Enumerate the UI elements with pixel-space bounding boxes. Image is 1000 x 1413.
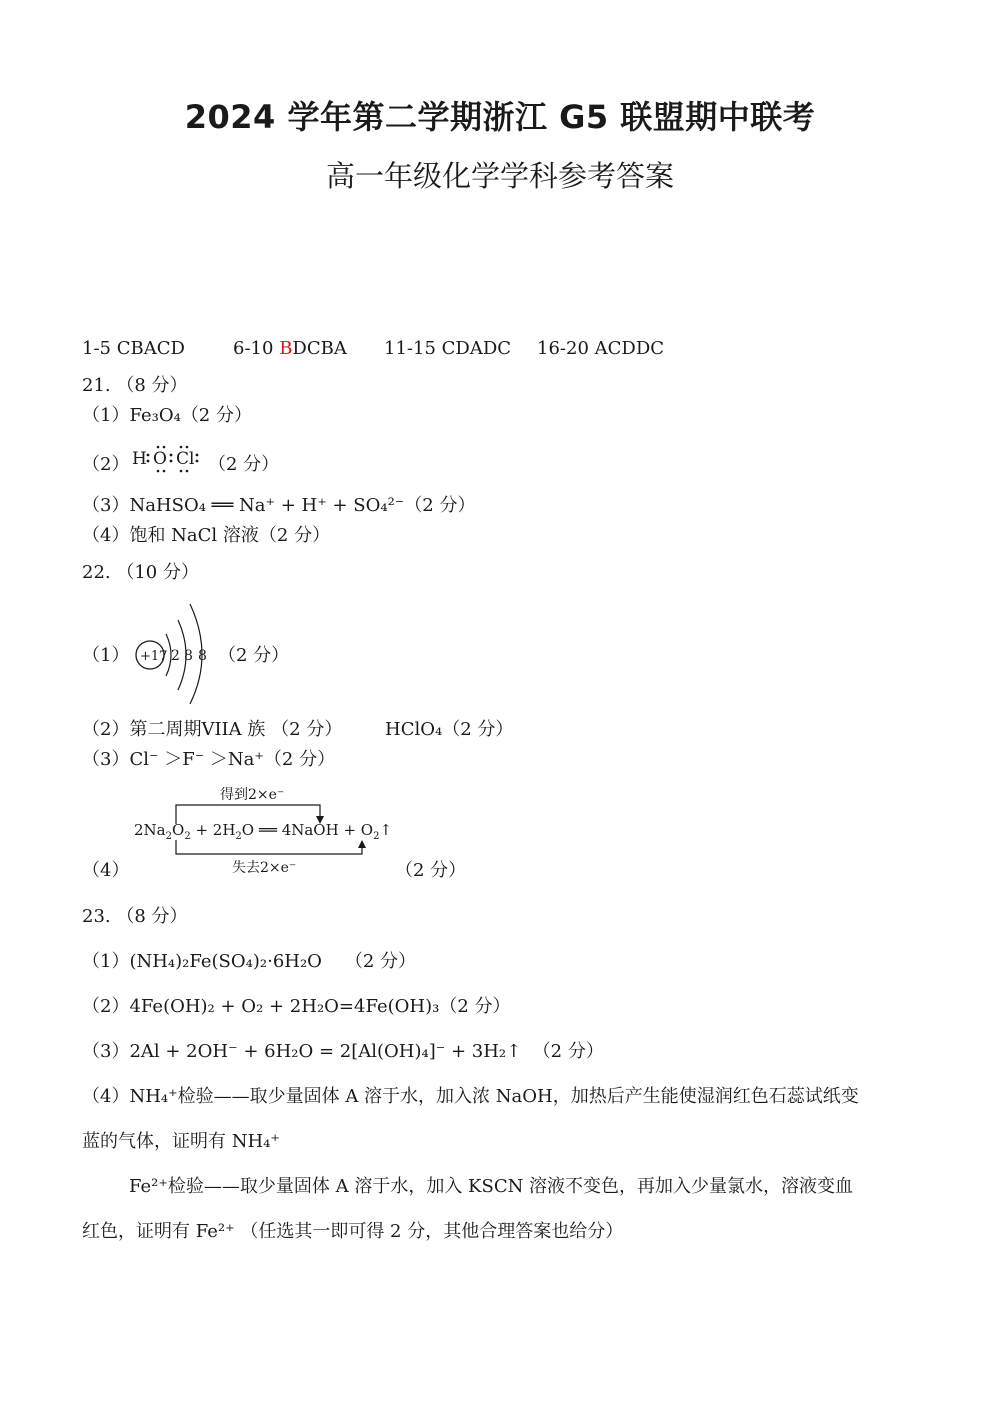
q23-p1-num: （1） <box>82 951 130 972</box>
q21-p4-points: （2 分） <box>258 525 331 546</box>
mc-group-3-label: 11-15 <box>384 338 436 359</box>
q23-part4-line1 <box>82 1086 859 1108</box>
mc-group-1-answers: CBACD <box>116 338 185 359</box>
mc-group-2 <box>233 338 347 360</box>
mc-group-3 <box>384 338 511 360</box>
q22-p2-points-1: （2 分） <box>271 719 343 740</box>
lose-arrow <box>358 840 366 848</box>
hocl-o-symbol: O <box>153 449 167 469</box>
q21-part2 <box>82 454 129 476</box>
q21-part1 <box>82 405 252 427</box>
mc-group-4-label: 16-20 <box>537 338 589 359</box>
q22-p1-points: （2 分） <box>218 645 290 666</box>
mc-group-4-answers: ACDDC <box>594 338 665 359</box>
q21-p4-answer: 饱和 NaCl 溶液 <box>129 525 259 546</box>
q21-part3 <box>82 495 476 517</box>
mc-group-2-first: B <box>279 338 293 359</box>
q22-p2-num: （2） <box>82 719 130 740</box>
q23-p4-num: （4） <box>82 1086 130 1107</box>
q23-p4-text-4: 红色，证明有 Fe²⁺ （任选其一即可得 2 分，其他合理答案也给分） <box>82 1221 624 1242</box>
mc-group-1-label: 1-5 <box>82 338 111 359</box>
mc-group-2-label: 6-10 <box>233 338 274 359</box>
q23-part1 <box>82 951 416 973</box>
q21-p3-answer: NaHSO₄ ══ Na⁺ + H⁺ + SO₄²⁻ <box>129 495 405 516</box>
q21-part4 <box>82 525 330 547</box>
q22-p2-answer-2: HClO₄ <box>385 719 443 740</box>
mc-group-3-answers: CDADC <box>441 338 512 359</box>
page-subtitle: 高一年级化学学科参考答案 <box>325 159 674 193</box>
q21-header: 21. （8 分） <box>82 375 188 396</box>
q22-p4-num: （4） <box>82 860 130 881</box>
q21-p2-num: （2） <box>82 454 130 475</box>
redox-equation: $2Na_2O_2 + 2H_2O$ ══ 4NaOH + $O_2↑$ <box>134 821 393 842</box>
q23-header: 23. （8 分） <box>82 906 188 927</box>
q22-part2 <box>82 719 342 741</box>
q23-part3 <box>82 1041 604 1063</box>
hocl-electron-dot-formula <box>128 444 208 476</box>
electron-transfer-diagram <box>128 782 398 877</box>
q22-p3-answer: Cl⁻ ＞F⁻ ＞Na⁺ <box>129 749 264 770</box>
q22-header: 22. （10 分） <box>82 562 199 583</box>
q22-p3-num: （3） <box>82 749 130 770</box>
q23-p3-num: （3） <box>82 1041 130 1062</box>
q22-p1-num: （1） <box>82 645 130 666</box>
q23-p2-points: （2 分） <box>439 996 511 1017</box>
q21-p1-num: （1） <box>82 405 130 426</box>
q22-p4-points: （2 分） <box>395 860 467 881</box>
gain-electrons-label: 得到2×e⁻ <box>220 787 285 803</box>
q22-part3 <box>82 749 335 771</box>
q23-p1-answer: (NH₄)₂Fe(SO₄)₂·6H₂O <box>129 951 322 972</box>
q21-p3-points: （2 分） <box>404 495 476 516</box>
q22-p2-answer-1: 第二周期VIIA 族 <box>129 719 266 740</box>
q23-p2-num: （2） <box>82 996 130 1017</box>
mc-group-2-rest: DCBA <box>292 338 347 359</box>
q21-p4-num: （4） <box>82 525 130 546</box>
q21-p2-points: （2 分） <box>208 454 280 475</box>
page-title: 2024 学年第二学期浙江 G5 联盟期中联考 <box>184 98 816 136</box>
hocl-cl-symbol: Cl <box>176 449 195 469</box>
chlorine-ion-structure-diagram <box>128 598 218 708</box>
hocl-h-symbol: H <box>132 449 147 469</box>
q23-p3-answer: 2Al + 2OH⁻ + 6H₂O = 2[Al(OH)₄]⁻ + 3H₂↑ <box>129 1041 522 1062</box>
q23-p1-points: （2 分） <box>344 951 417 972</box>
q21-p3-num: （3） <box>82 495 130 516</box>
q22-p3-points: （2 分） <box>263 749 336 770</box>
shell-3-electrons: 8 <box>198 648 207 664</box>
lose-bracket <box>176 840 362 854</box>
shell-1-electrons: 2 <box>171 648 180 664</box>
mc-group-4 <box>537 338 664 360</box>
q23-p4-text-3: Fe²⁺检验——取少量固体 A 溶于水，加入 KSCN 溶液不变色，再加入少量氯水，溶液变血 <box>129 1176 854 1197</box>
q22-p2-points-2: （2 分） <box>442 719 514 740</box>
q21-p1-answer: Fe₃O₄ <box>129 405 181 426</box>
q23-p4-text-2: 蓝的气体，证明有 NH₄⁺ <box>82 1131 280 1152</box>
q22-part2b <box>385 719 513 741</box>
q23-part2 <box>82 996 511 1018</box>
q23-p4-text-1: NH₄⁺检验——取少量固体 A 溶于水，加入浓 NaOH，加热后产生能使湿润红色石蕊试纸变 <box>129 1086 859 1107</box>
nucleus-charge: +17 <box>140 649 168 664</box>
q23-p3-points: （2 分） <box>532 1041 604 1062</box>
lose-electrons-label: 失去2×e⁻ <box>232 860 297 876</box>
q21-p1-points: （2 分） <box>180 405 252 426</box>
mc-group-1 <box>82 338 185 360</box>
q23-p2-answer: 4Fe(OH)₂ + O₂ + 2H₂O=4Fe(OH)₃ <box>129 996 440 1017</box>
shell-2-electrons: 8 <box>184 648 193 664</box>
